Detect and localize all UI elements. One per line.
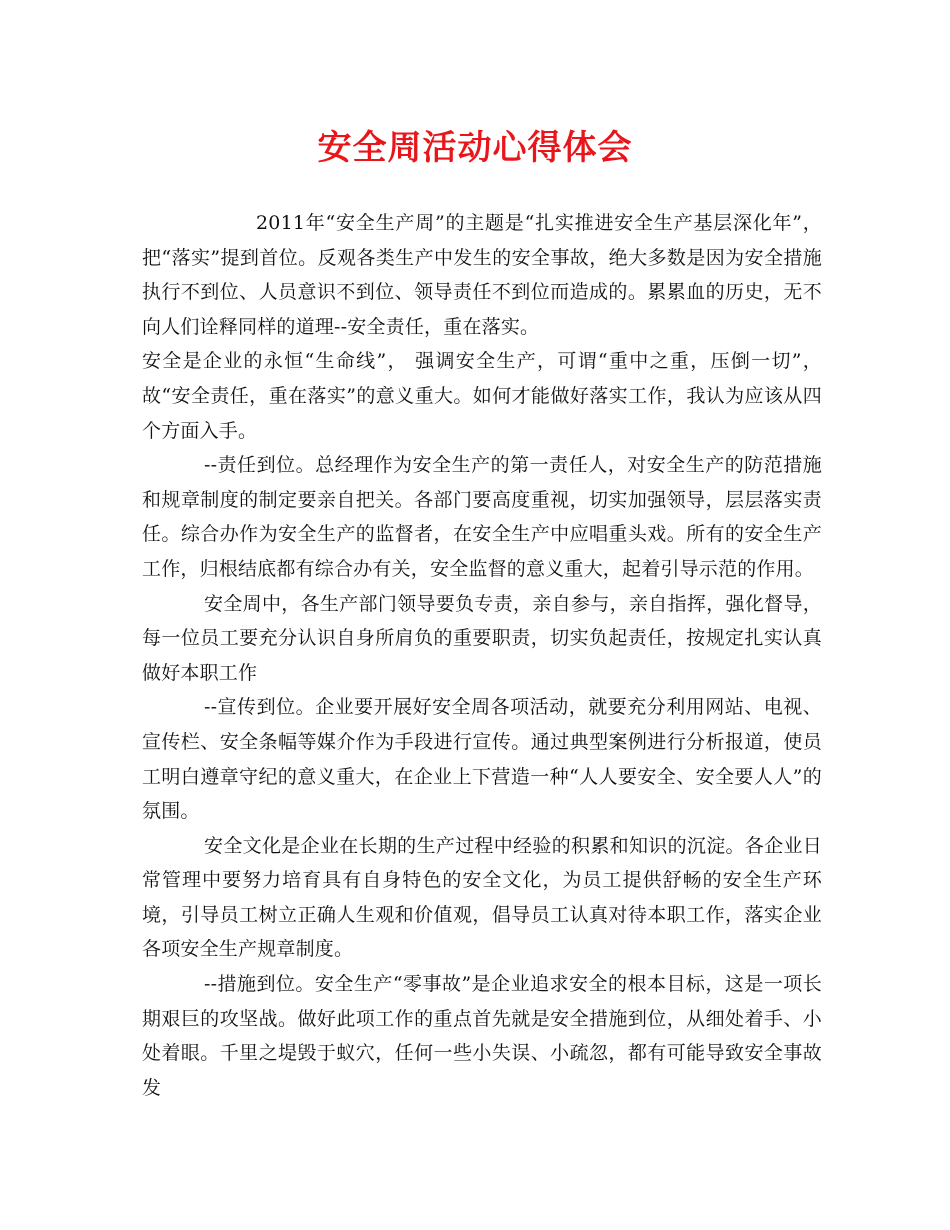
- document-title: 安全周活动心得体会: [317, 128, 633, 168]
- paragraph-publicity: --宣传到位。企业要开展好安全周各项活动，就要充分利用网站、电视、宣传栏、安全条幅等媒介作为手段进行宣传。通过典型案例进行分析报道，使员工明白遵章守纪的意义重大，在企业上下营造一种“人人要安全、安全要人人”的氛围。: [142, 696, 822, 823]
- document-body: [142, 206, 822, 1105]
- paragraph-responsibility: --责任到位。总经理作为安全生产的第一责任人，对安全生产的防范措施和规章制度的制定要亲自把关。各部门要高度重视，切实加强领导，层层落实责任。综合办作为安全生产的监督者，在安全生产中应唱重头戏。所有的安全生产工作，归根结底都有综合办有关，安全监督的意义重大，起着引导示范的作用。: [142, 454, 822, 580]
- paragraph-safety-week: 安全周中，各生产部门领导要负专责，亲自参与，亲自指挥，强化督导，每一位员工要充分认识自身所肩负的重要职责，切实负起责任，按规定扎实认真做好本职工作: [142, 592, 822, 684]
- paragraph-measures: --措施到位。安全生产“零事故”是企业追求安全的根本目标，这是一项长期艰巨的攻坚战。做好此项工作的重点首先就是安全措施到位，从细处着手、小处着眼。千里之堤毁于蚁穴，任何一些小失误、小疏忽，都有可能导致安全事故发: [142, 973, 822, 1099]
- paragraph-intro: 2011年“安全生产周”的主题是“扎实推进安全生产基层深化年”，把“落实”提到首位。反观各类生产中发生的安全事故，绝大多数是因为安全措施执行不到位、人员意识不到位、领导责任不到位而造成的。累累血的历史，无不向人们诠释同样的道理--安全责任，重在落实。: [142, 212, 822, 338]
- paragraph-safety-culture: 安全文化是企业在长期的生产过程中经验的积累和知识的沉淀。各企业日常管理中要努力培育具有自身特色的安全文化，为员工提供舒畅的安全生产环境，引导员工树立正确人生观和价值观，倡导员工认真对待本职工作，落实企业各项安全生产规章制度。: [142, 834, 822, 961]
- paragraph-lifeline: 安全是企业的永恒“生命线”， 强调安全生产，可谓“重中之重，压倒一切”，故“安全责任，重在落实”的意义重大。如何才能做好落实工作，我认为应该从四个方面入手。: [142, 350, 822, 442]
